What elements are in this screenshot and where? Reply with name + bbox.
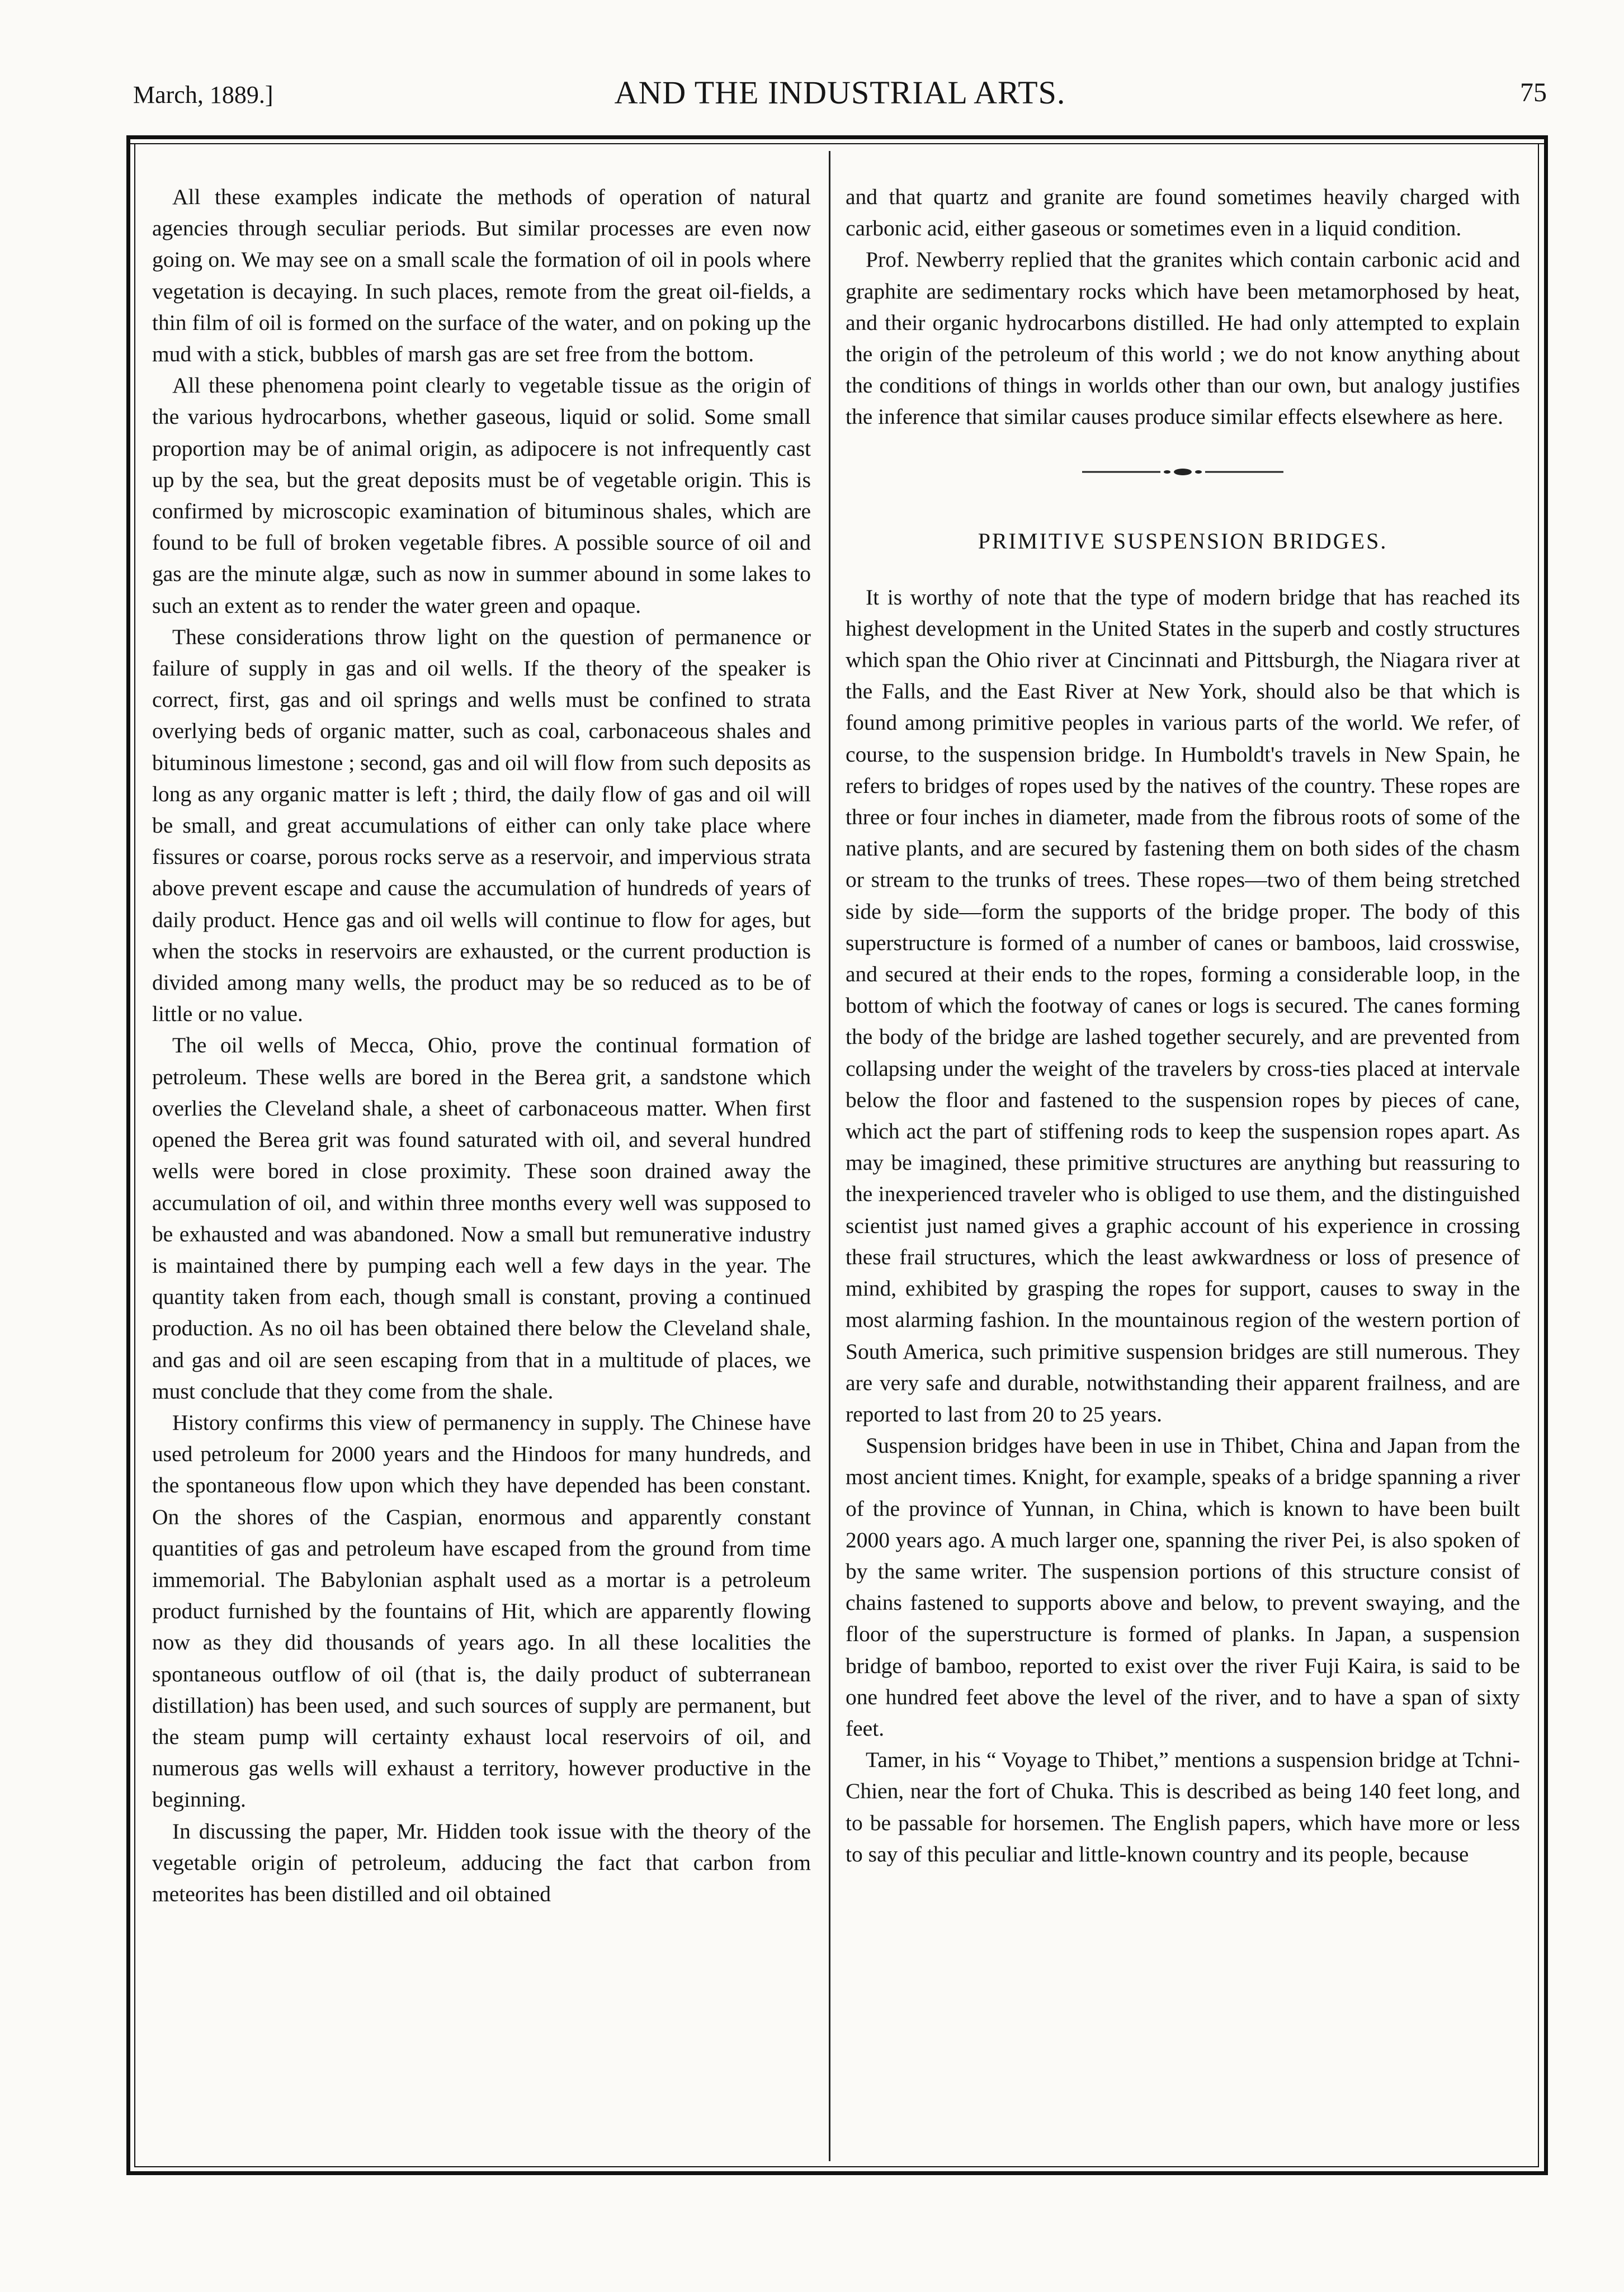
frame-right-thick-rule: [1544, 135, 1548, 2175]
page-header: [133, 72, 1547, 116]
dash-ornament-icon: [1082, 466, 1283, 478]
paragraph-mecca-ohio-wells: The oil wells of Mecca, Ohio, prove the continual formation of petroleum. These wells are bored in the Berea grit, a sandstone which overlies the Cleveland shale, a sheet of carbonaceous matter. When first opened the Berea grit was found saturated with oil, and several hundred wells were bored in close proximity. These soon drained away the accumulation of oil, and within three months every well was supposed to be exhausted and was abandoned. Now a small but remunerative industry is maintained there by pumping each well a few days in the year. The quantity taken from each, though small is constant, proving a continued production. As no oil has been obtained there below the Cleveland shale, and gas and oil are seen escaping from that in a multitude of places, we must conclude that they come from the shale.: [152, 1033, 811, 1403]
frame-bottom-thick-rule: [126, 2171, 1548, 2175]
frame-top-thin-rule: [126, 143, 1548, 144]
paragraph-continuation: and that quartz and granite are found sometimes heavily charged with carbonic acid, either gaseous or sometimes even in a liquid condition.: [846, 185, 1520, 241]
right-column: [846, 181, 1520, 1870]
frame-right-thin-rule: [1538, 144, 1539, 2167]
paragraph-newberry-reply: Prof. Newberry replied that the granites which contain carbonic acid and graphite are sedimentary rocks which have been metamorphosed by heat, and their organic hydrocarbons distilled. He had only attempted to explain the origin of the petroleum of this world ; we do not know anything about the conditions of things in worlds other than our own, but analogy justifies the inference that similar causes produce similar effects elsewhere as here.: [846, 247, 1520, 429]
frame-bottom-thin-rule: [134, 2166, 1539, 2167]
paragraph-history-confirms: History confirms this view of permanency in supply. The Chinese have used petroleum for 2000 years and the Hindoos for many hundreds, and the spontaneous flow upon which they have depended has been constant. On the shores of the Caspian, enormous and apparently constant quantities of gas and petroleum have escaped from the ground from time immemorial. The Babylonian asphalt used as a mortar is a petroleum product furnished by the fountains of Hit, which are apparently flowing now as they did thousands of years ago. In all these localities the spontaneous outflow of oil (that is, the daily product of subterranean distillation) has been used, and such sources of supply are permanent, but the steam pump will certainty exhaust local reservoirs of oil, and numerous gas wells will exhaust a territory, however productive in the beginning.: [152, 1410, 811, 1812]
paragraph-thibet-china-japan: Suspension bridges have been in use in Thibet, China and Japan from the most ancient times. Knight, for example, speaks of a bridge spanning a river of the province of Yunnan, in China, which is known to have been built 2000 years ago. A much larger one, spanning the river Pei, is also spoken of by the same writer. The suspension portions of this structure consist of chains fastened to supports above and below, to prevent swaying, and the floor of the superstructure is formed of planks. In Japan, a suspension bridge of bamboo, reported to exist over the river Fuji Kaira, is said to be one hundred feet above the level of the river, and to have a span of sixty feet.: [846, 1433, 1520, 1741]
section-ornament: [846, 450, 1520, 494]
paragraph-vegetable-origin: All these phenomena point clearly to vegetable tissue as the origin of the various hydrocarbons, whether gaseous, liquid or solid. Some small proportion may be of animal origin, as adipocere is not infrequently cast up by the sea, but the great deposits must be of vegetable origin. This is confirmed by microscopic examination of bituminous shales, which are found to be full of broken vegetable fibres. A possible source of oil and gas are the minute algæ, such as now in summer abound in some lakes to such an extent as to render the water green and opaque.: [152, 373, 811, 618]
issue-date: March, 1889.]: [133, 81, 273, 108]
left-column: [152, 181, 811, 1910]
frame-left-thick-rule: [126, 135, 130, 2175]
page-number: 75: [1520, 78, 1547, 107]
frame-left-thin-rule: [134, 144, 135, 2167]
section-title: PRIMITIVE SUSPENSION BRIDGES.: [978, 528, 1388, 554]
paragraph-modern-bridge-type: It is worthy of note that the type of modern bridge that has reached its highest development in the United States in the superb and costly structures which span the Ohio river at Cincinnati and Pittsburgh, the Niagara river at the Falls, and the East River at New York, should also be that which is found among primitive peoples in various parts of the world. We refer, of course, to the suspension bridge. In Humboldt's travels in New Spain, he refers to bridges of ropes used by the natives of the country. These ropes are three or four inches in diameter, made from the fibrous roots of some of the native plants, and are secured by fastening them on both sides of the chasm or stream to the trunks of trees. These ropes—two of them being stretched side by side—form the supports of the bridge proper. The body of this superstructure is formed of a number of canes or bamboos, laid crosswise, and secured at their ends to the ropes, forming a considerable loop, in the bottom of which the footway of canes or logs is secured. The canes forming the body of the bridge are lashed together securely, and are prevented from collapsing under the weight of the travelers by cross-ties placed at intervale below the floor and fastened to the suspension ropes by pieces of cane, which act the part of stiffening rods to keep the suspension ropes apart. As may be imagined, these primitive structures are anything but reassuring to the inexperienced traveler who is obliged to use them, and the distinguished scientist just named gives a graphic account of his experience in crossing these frail structures, which the least awkwardness or loss of presence of mind, exhibited by grasping the ropes for support, causes to sway in the most alarming fashion. In the mountainous region of the western portion of South America, such primitive suspension bridges are still numerous. They are very safe and durable, notwithstanding their apparent frailness, and are reported to last from 20 to 25 years.: [846, 584, 1520, 1426]
paragraph-permanence-of-supply: These considerations throw light on the question of permanence or failure of supply in gas and oil wells. If the theory of the speaker is correct, first, gas and oil springs and wells must be confined to strata overlying beds of organic matter, such as coal, carbonaceous shales and bituminous limestone ; second, gas and oil will flow from such deposits as long as any organic matter is left ; third, the daily flow of gas and oil will be small, and great accumulations of either can only take place where fissures or coarse, porous rocks serve as a reservoir, and impervious strata above prevent escape and cause the accumulation of hundreds of years of daily product. Hence gas and oil wells will continue to flow for ages, but when the stocks in reservoirs are exhausted, or the current production is divided among many wells, the product may be so reduced as to be of little or no value.: [152, 624, 811, 1027]
paragraph-voyage-to-thibet: Tamer, in his “ Voyage to Thibet,” mentions a suspension bridge at Tchni-Chien, near the fort of Chuka. This is described as being 140 feet long, and to be passable for horsemen. The English papers, which have more or less to say of this peculiar and little-known country and its people, because: [846, 1747, 1520, 1866]
frame-top-thick-rule: [126, 135, 1548, 139]
running-title: AND THE INDUSTRIAL ARTS.: [614, 74, 1066, 111]
paragraph-natural-agencies: All these examples indicate the methods of operation of natural agencies through seculiar periods. But similar processes are even now going on. We may see on a small scale the formation of oil in pools where vegetation is decaying. In such places, remote from the great oil-fields, a thin film of oil is formed on the surface of the water, and on poking up the mud with a stick, bubbles of marsh gas are set free from the bottom.: [152, 185, 811, 367]
paragraph-hidden-discussion: In discussing the paper, Mr. Hidden took issue with the theory of the vegetable origin of petroleum, adducing the fact that carbon from meteorites has been distilled and oil obtained: [152, 1818, 811, 1906]
column-divider: [829, 151, 830, 2161]
